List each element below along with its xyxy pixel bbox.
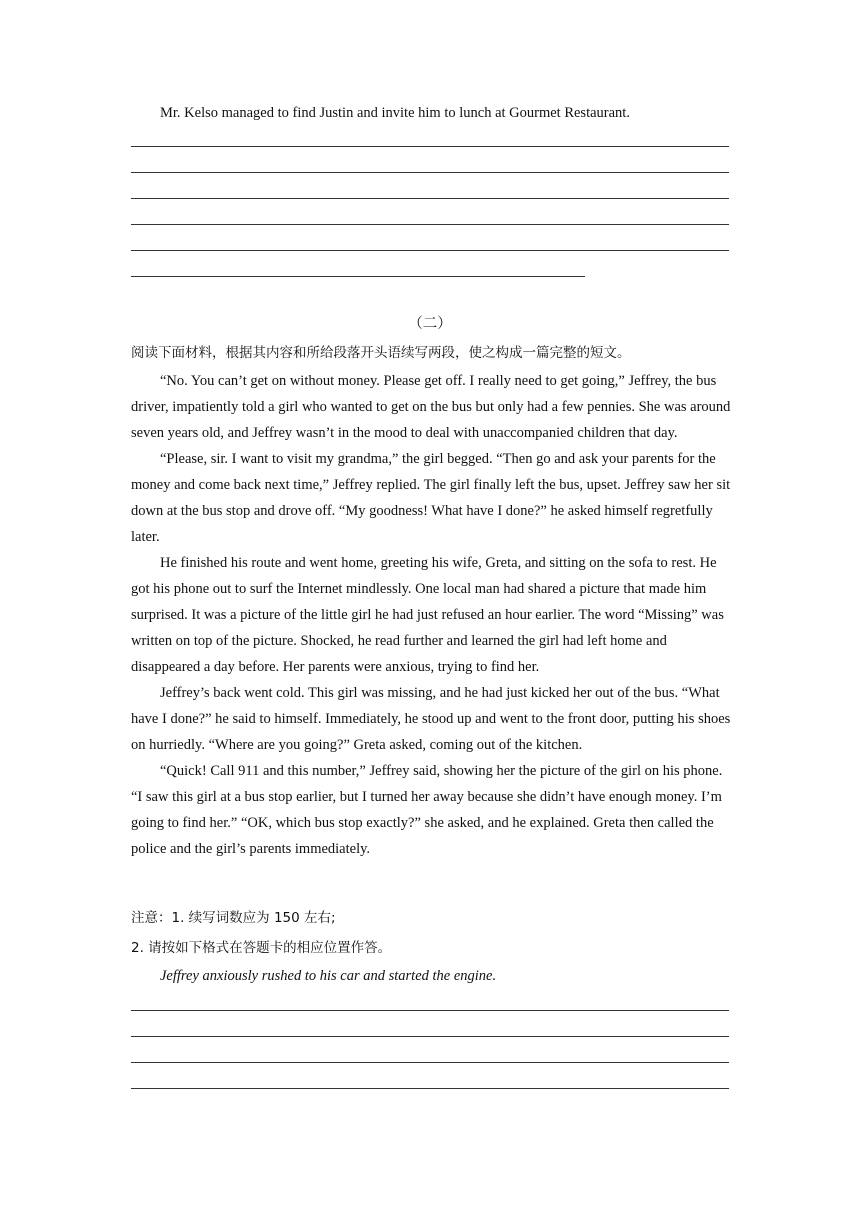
story-paragraph: He finished his route and went home, greeting his wife, Greta, and sitting on the sofa to rest. He got his phone out to surf the Internet mindlessly. One local man had shared a picture that made him surprised. It was a picture of the little girl he had just refused an hour earlier. The word “Missing” was written on top of the picture. Shocked, he read further and learned the girl had left home and disappeared a day before. Her parents were anxious, trying to find her. xyxy=(131,555,724,675)
story-paragraph: “No. You can’t get on without money. Please get off. I really need to get going,” Jeffrey, the bus driver, impatiently told a girl who wanted to get on the bus but only had a few pennies. She was around seven years old, and Jeffrey wasn’t in the mood to deal with unaccompanied children that day. xyxy=(131,373,731,441)
part1-opening-sentence: Mr. Kelso managed to find Justin and invite him to lunch at Gourmet Restaurant. xyxy=(160,105,630,121)
story-paragraph: Jeffrey’s back went cold. This girl was missing, and he had just kicked her out of the bus. “What have I done?” he said to himself. Immediately, he stood up and went to the front door, putting his shoes on hurriedly. “Where are you going?” Greta asked, coming out of the kitchen. xyxy=(131,685,731,753)
writing-line xyxy=(131,276,585,277)
writing-line xyxy=(131,224,729,225)
writing-line xyxy=(131,1062,729,1063)
section-heading: （二） xyxy=(408,316,452,332)
writing-line xyxy=(131,1010,729,1011)
note-format: 2. 请按如下格式在答题卡的相应位置作答。 xyxy=(131,940,392,956)
story-body xyxy=(131,368,731,862)
note-word-count: 注意：1. 续写词数应为 150 左右; xyxy=(131,910,336,926)
story-paragraph: “Please, sir. I want to visit my grandma,” the girl begged. “Then go and ask your parents for the money and come back next time,” Jeffrey replied. The girl finally left the bus, upset. Jeffrey saw her sit down at the bus stop and drove off. “My goodness! What have I done?” he asked himself regretfully later. xyxy=(131,451,731,545)
story-paragraph: “Quick! Call 911 and this number,” Jeffrey said, showing her the picture of the girl on his phone. “I saw this girl at a bus stop earlier, but I turned her away because she didn’t have enough money. I’m going to find her.” “OK, which bus stop exactly?” she asked, and he explained. Greta then called the police and the girl’s parents immediately. xyxy=(131,763,723,857)
writing-line xyxy=(131,146,729,147)
instruction-text: 阅读下面材料，根据其内容和所给段落开头语续写两段，使之构成一篇完整的短文。 xyxy=(131,345,631,361)
writing-line xyxy=(131,198,729,199)
part2-opening-sentence: Jeffrey anxiously rushed to his car and started the engine. xyxy=(160,968,497,984)
writing-line xyxy=(131,250,729,251)
writing-line xyxy=(131,1088,729,1089)
writing-line xyxy=(131,172,729,173)
writing-line xyxy=(131,1036,729,1037)
